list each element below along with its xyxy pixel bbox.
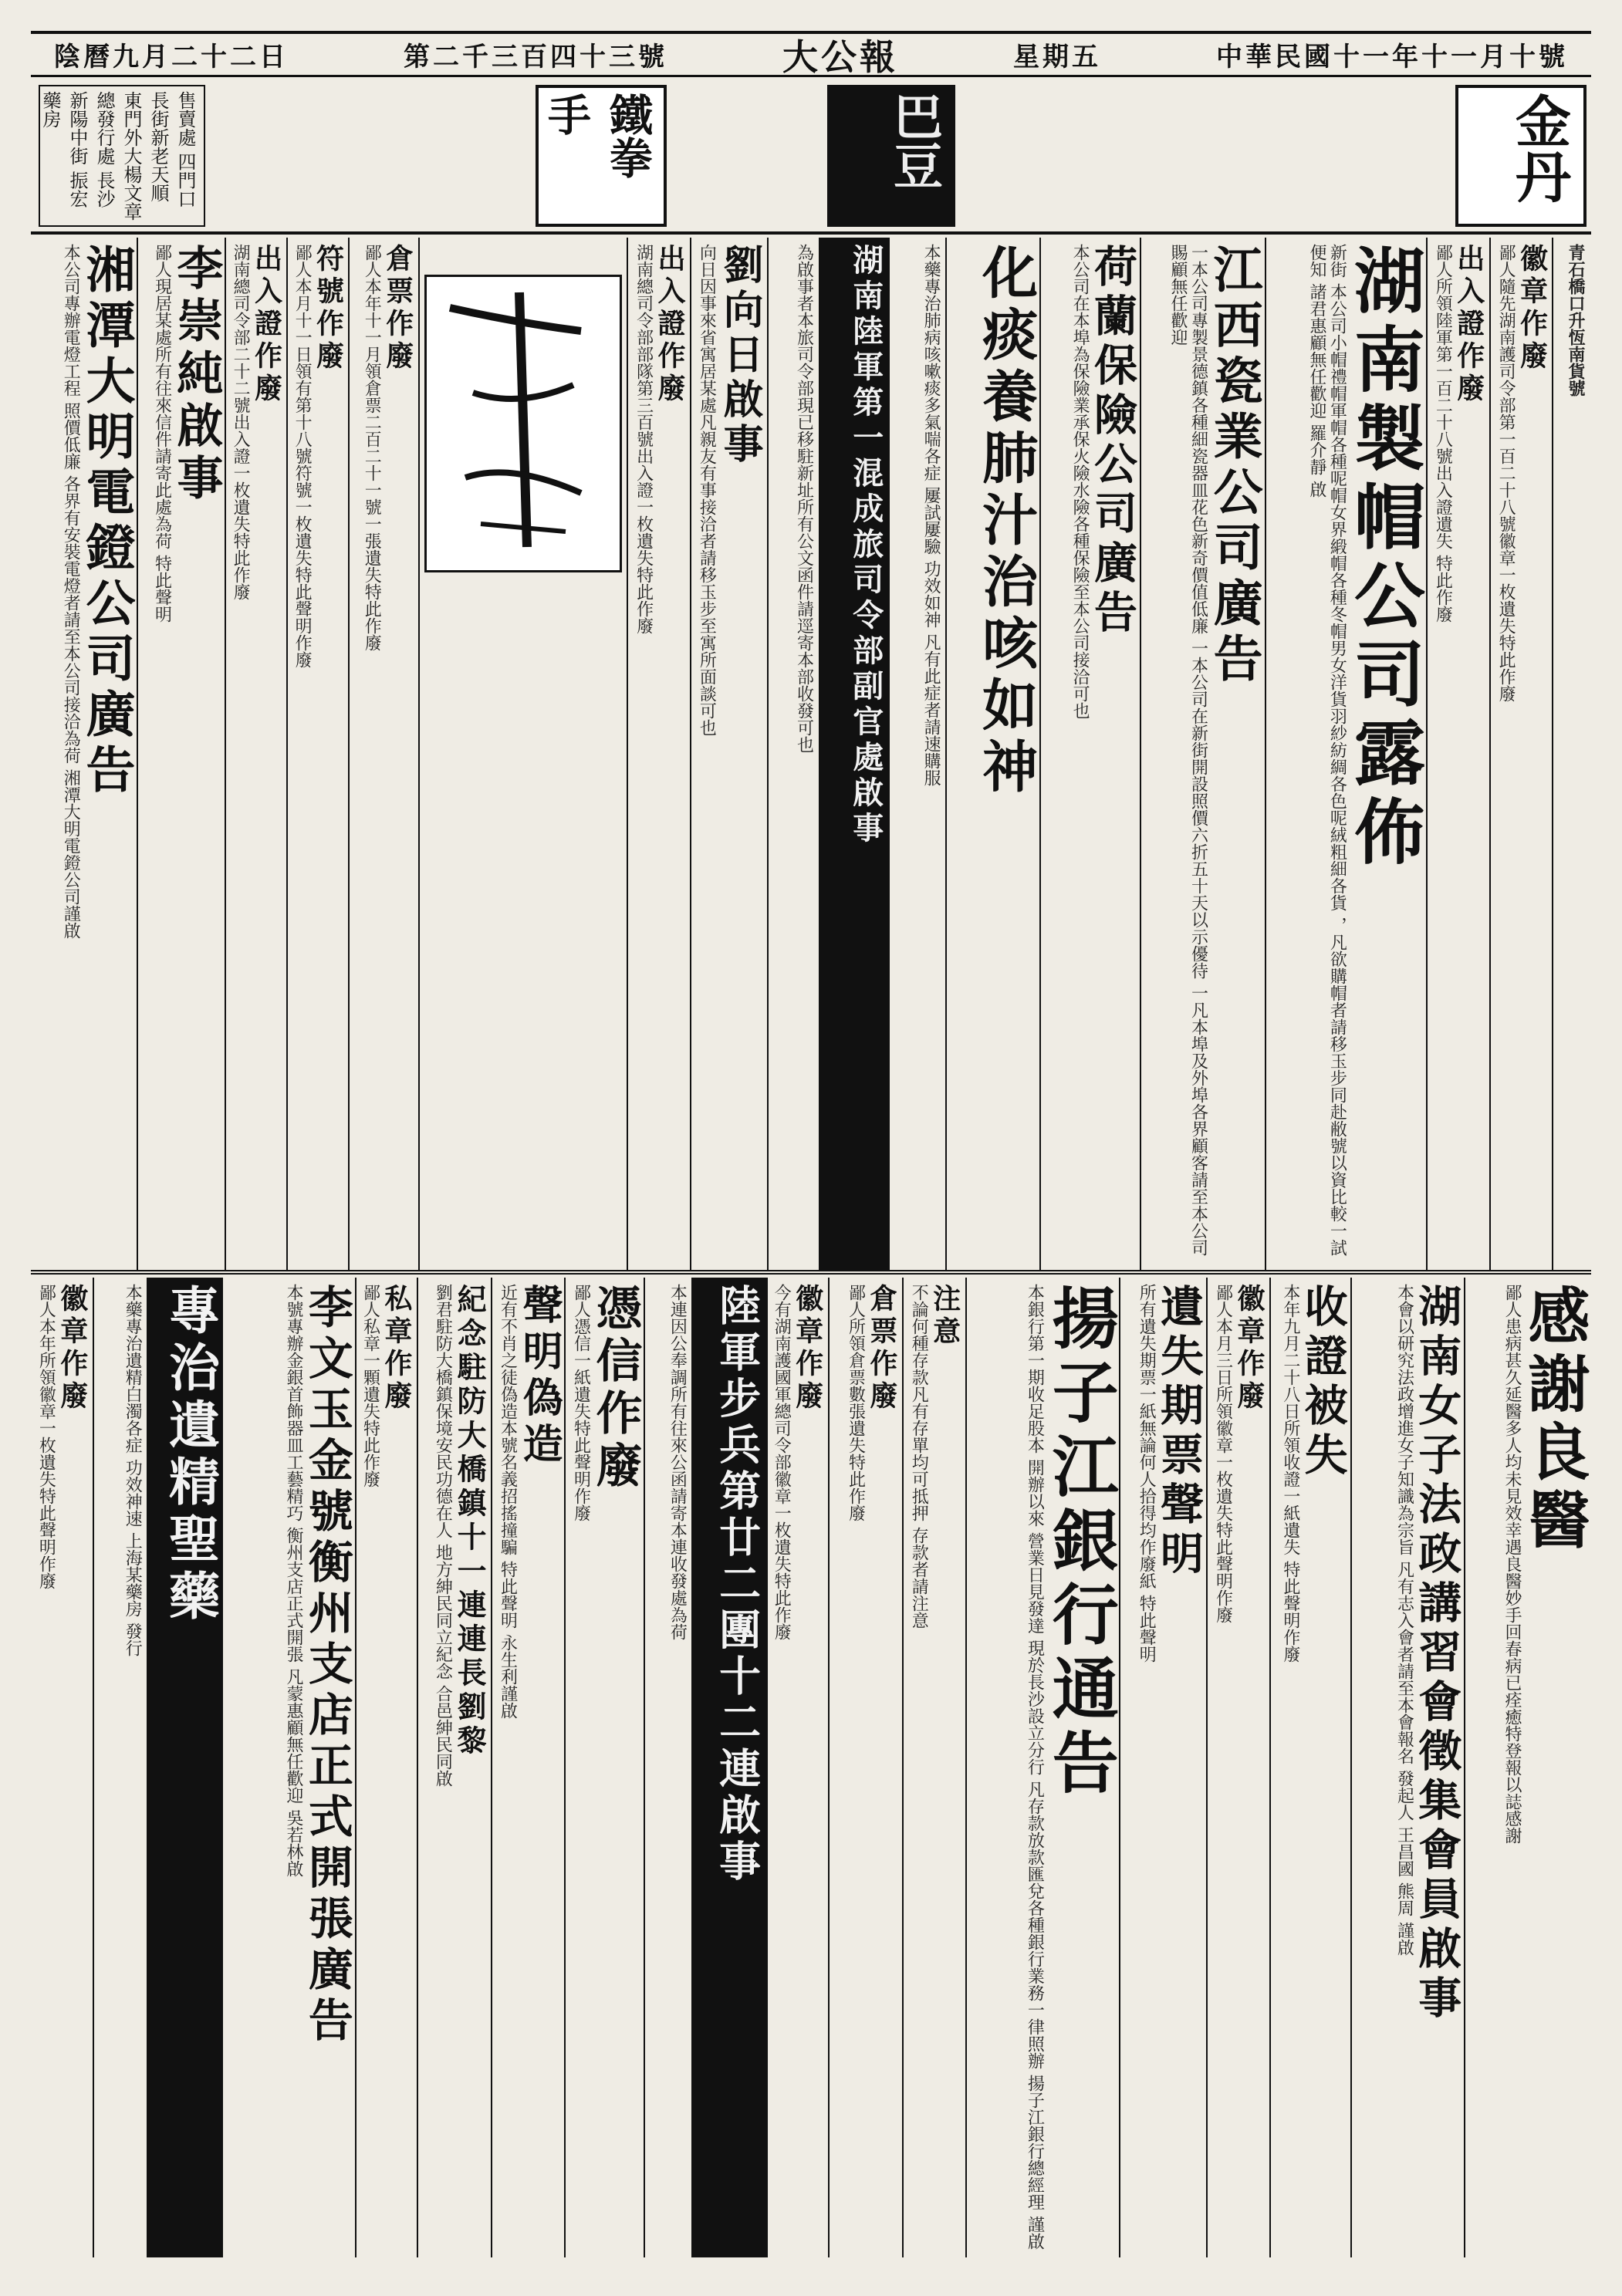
ad-huizhang-4: [31, 1278, 93, 2257]
masthead-issue: 第二千三百四十三號: [404, 42, 667, 73]
ad-churu-3: [225, 238, 286, 1270]
brush-seal-illustration: [424, 275, 622, 572]
ad-huizhang-3: [766, 1278, 828, 2257]
ad-huatan-body: [888, 238, 945, 1270]
ad-huizhang-2: [1206, 1278, 1269, 2257]
ad-heading: 李文玉金號衡州支店正式開張廣告: [300, 1284, 353, 2048]
ad-cangpiao-2: [828, 1278, 902, 2257]
ad-lujun-body: [644, 1278, 691, 2257]
ad-body: 近有不肖之徒偽造本號名義招搖撞騙 特此聲明 永生利謹啟: [498, 1284, 518, 1719]
ad-heading: 湖南製帽公司露佈: [1342, 244, 1426, 873]
ad-pingxin: [564, 1278, 644, 2257]
lower-section: [31, 1278, 1591, 2257]
ad-sizhang: [355, 1278, 417, 2257]
ad-body: 本年九月二十八日所領收證一紙遺失 特此聲明作廢: [1280, 1284, 1300, 1663]
ad-body: 新街 本公司小帽禮帽軍帽各種呢帽女界緞帽各種冬帽男女洋貨羽紗紡綢各色呢絨粗細各貨 ，凡欲購帽者請移玉步同赴敝號以資比較一試便知 諸君惠顧無任歡迎 羅介靜 啟: [1306, 244, 1347, 1256]
ad-heading: 憑信作廢: [588, 1284, 643, 1494]
ad-body: 鄙人所領陸軍第一百二十八號出入證遺失 特此作廢: [1433, 244, 1453, 623]
banner-badou: 巴豆: [827, 85, 955, 227]
ad-heading: 劉向日啟事: [716, 244, 764, 468]
ad-zhuanyi-body: [93, 1278, 147, 2257]
ad-heading: 倉票作廢: [865, 1284, 898, 1413]
ad-zhuyi: [902, 1278, 965, 2257]
banner-spacer2: [673, 85, 821, 227]
ad-heading: 化痰養肺汁治咳如神: [973, 244, 1039, 799]
ad-helan-baoxian: [1039, 238, 1140, 1270]
ad-heading: 出入證作廢: [250, 244, 283, 406]
banner-stores: 售賣處 四門口長街新老天順 東門外大楊文章 總發行處 長沙新陽中街 振宏藥房: [39, 85, 205, 227]
ad-shengming-weizao: [491, 1278, 564, 2257]
ad-daming: [31, 238, 137, 1270]
masthead-date: 中華民國十一年十一月十號: [1216, 42, 1568, 73]
ad-body: 鄙人私章一顆遺失特此作廢: [360, 1284, 380, 1487]
ad-body: 所有遺失期票一紙無論何人拾得均作廢紙 特此聲明: [1137, 1284, 1157, 1663]
ad-body: 不論何種存款凡有存單均可抵押 存款者請注意: [909, 1284, 929, 1629]
masthead-title: 大公報: [782, 35, 898, 78]
ad-heading: 荷蘭保險公司廣告: [1086, 244, 1138, 639]
ad-nvzi-fazheng: [1350, 1278, 1465, 2257]
ad-heading: 揚子江銀行通告: [1040, 1284, 1119, 1802]
ad-zhuanyi-yijing: [147, 1278, 221, 2257]
ad-jiangxi-ciye: [1140, 238, 1265, 1270]
ad-heading: 遺失期票聲明: [1154, 1284, 1205, 1580]
newspaper-page: [31, 31, 1591, 2265]
ad-heading: 收證被失: [1297, 1284, 1349, 1481]
masthead-weekday: 星期五: [1013, 42, 1101, 73]
ad-heading: 出入證作廢: [1452, 244, 1485, 406]
ad-heading: 陸軍步兵第廿二團十二連啟事: [712, 1284, 762, 1886]
ad-heading: 注意: [928, 1284, 961, 1349]
ad-body: 鄙人本月三日所領徽章一枚遺失特此聲明作廢: [1213, 1284, 1233, 1623]
ad-body: 湖南總司令部二十二號出入證一枚遺失特此作廢: [231, 244, 251, 600]
ad-heading: 專治遺精聖藥: [160, 1284, 221, 1626]
ad-heading: 徽章作廢: [1232, 1284, 1265, 1413]
ad-body: 本連因公奉調所有往來公函請寄本連收發處為荷: [667, 1284, 688, 1640]
ad-churu-1: [1426, 238, 1489, 1270]
masthead-lunar-date: 陰曆九月二十二日: [54, 42, 289, 73]
ad-body: 湖南總司令部部隊第三百號出入證一枚遺失特此作廢: [634, 244, 654, 634]
ad-fuhao: [286, 238, 348, 1270]
ad-heading: 紀念駐防大橋鎮十一連連長劉黎: [452, 1284, 488, 1759]
ad-body: 鄙人患病甚久延醫多人均未見效幸遇良醫妙手回春病已痊癒特登報以誌感謝: [1502, 1284, 1522, 1844]
ad-heading: 江西瓷業公司廣告: [1205, 244, 1263, 688]
ad-huatan: [945, 238, 1039, 1270]
ad-seal-art: [418, 238, 627, 1270]
ad-body: 本銀行第一期收足股本 開辦以來 營業日見發達 現於長沙設立分行 凡存款放款匯兌各種銀行業務一律照辦 揚子江銀行總經理 謹啟: [1025, 1284, 1045, 2250]
banner-tiequanshou: 鐵拳手: [536, 85, 667, 227]
ad-body: 鄙人憑信一紙遺失特此聲明作廢: [571, 1284, 591, 1521]
brush-art-icon: [427, 277, 615, 566]
ad-heading: 徽章作廢: [1516, 244, 1549, 373]
ad-liuxiangri: [690, 238, 767, 1270]
ad-heading: 出入證作廢: [653, 244, 686, 406]
ad-lujun-buibing: [691, 1278, 765, 2257]
ad-heading: 徽章作廢: [791, 1284, 824, 1413]
ad-hunan-army-body: [767, 238, 818, 1270]
ad-heading: 符號作廢: [312, 244, 345, 373]
ad-body: 鄙人現居某處所有往來信件請寄此處為荷 特此聲明: [152, 244, 172, 623]
ad-body: 今有湖南護國軍總司令部徽章一枚遺失特此作廢: [772, 1284, 792, 1640]
ad-heading: 湘潭大明電鐙公司廣告: [77, 244, 136, 799]
ad-body: 向日因事來省寓居某處凡親友有事接洽者請移玉步至寓所面談可也: [697, 244, 717, 736]
ad-ganxie: [1464, 1278, 1591, 2257]
ad-body: 本公司在本埠為保險業承保火險水險各種保險至本公司接洽可也: [1070, 244, 1090, 719]
banner-spacer: [961, 85, 1449, 227]
ad-hunan-maozi: [1265, 238, 1426, 1270]
ad-heading: 青石橋口升恆南貨號: [1566, 244, 1586, 397]
ad-huizhang-1: [1489, 238, 1553, 1270]
ad-hunan-army: [819, 238, 888, 1270]
ad-yishi-qipiao: [1119, 1278, 1206, 2257]
ad-heading: 私章作廢: [380, 1284, 413, 1413]
banner-spacer3: [211, 85, 529, 227]
ad-body: 鄙人本月十一日領有第十八號符號一枚遺失特此聲明作廢: [292, 244, 313, 668]
ad-body: 鄙人本年所領徽章一枚遺失特此聲明作廢: [36, 1284, 56, 1589]
top-ad-banner: [31, 80, 1591, 235]
ad-body: 本公司專辦電燈工程 照價低廉 各界有安裝電燈者請至本公司接洽為荷 湘潭大明電鐙公司謹啟: [61, 244, 81, 939]
ad-body: 鄙人所領倉票數張遺失特此作廢: [846, 1284, 866, 1521]
ad-body: 鄙人本年十一月領倉票二百二十一號一張遺失特此作廢: [362, 244, 382, 651]
ad-heading: 李崇純啟事: [169, 244, 224, 506]
ad-body: 本藥專治遺精白濁各症 功效神速 上海某藥房 發行: [123, 1284, 143, 1656]
ad-heading: 徽章作廢: [56, 1284, 89, 1413]
ad-heading: 聲明偽造: [515, 1284, 563, 1469]
ad-shouzheng: [1269, 1278, 1350, 2257]
ad-body: 本會以研究法政增進女子知識為宗旨 凡有志入會者請至本會報名 發起人 王昌國 熊周 謹啟: [1394, 1284, 1414, 1956]
ad-body: 劉君駐防大橋鎮保境安民功德在人 地方紳民同立紀念 合邑紳民同啟: [433, 1284, 453, 1787]
banner-jindan: 金丹: [1455, 85, 1587, 227]
ad-body: 鄙人隨先湖南護司令部第一百二十八號徽章一枚遺失特此作廢: [1496, 244, 1516, 702]
ad-body: 本藥專治肺病咳嗽痰多氣喘各症 屢試屢驗 功效如神 凡有此症者請速購服: [921, 244, 941, 786]
ad-body: 為啟事者本旅司令部現已移駐新址所有公文函件請逕寄本部收發可也: [794, 244, 814, 753]
ad-heading: 倉票作廢: [381, 244, 414, 373]
ad-jinian: [417, 1278, 491, 2257]
ad-body: 一本公司專製景德鎮各種細瓷器皿花色新奇價值低廉 一本公司在新街開設照價六折五十天以示優待 一凡本埠及外埠各界顧客請至本公司賜顧無任歡迎: [1168, 244, 1208, 1256]
ad-heading: 感謝良醫: [1518, 1284, 1590, 1555]
upper-section: [31, 238, 1591, 1275]
ad-qingshi: [1552, 238, 1591, 1270]
ad-heading: 湖南女子法政講習會徵集會員啟事: [1411, 1284, 1463, 2024]
ad-body: 本號專辦金銀首飾器皿工藝精巧 衡州支店正式開張 凡蒙惠顧無任歡迎 吳若林啟: [283, 1284, 303, 1877]
ad-yangzijiang: [965, 1278, 1119, 2257]
ad-lichongchun: [137, 238, 225, 1270]
ad-cangpiao: [348, 238, 417, 1270]
ad-liwenjin: [221, 1278, 355, 2257]
masthead: [31, 31, 1591, 77]
ad-churu-2: [627, 238, 690, 1270]
ad-heading: 湖南陸軍第一混成旅司令部副官處啟事: [847, 244, 884, 847]
